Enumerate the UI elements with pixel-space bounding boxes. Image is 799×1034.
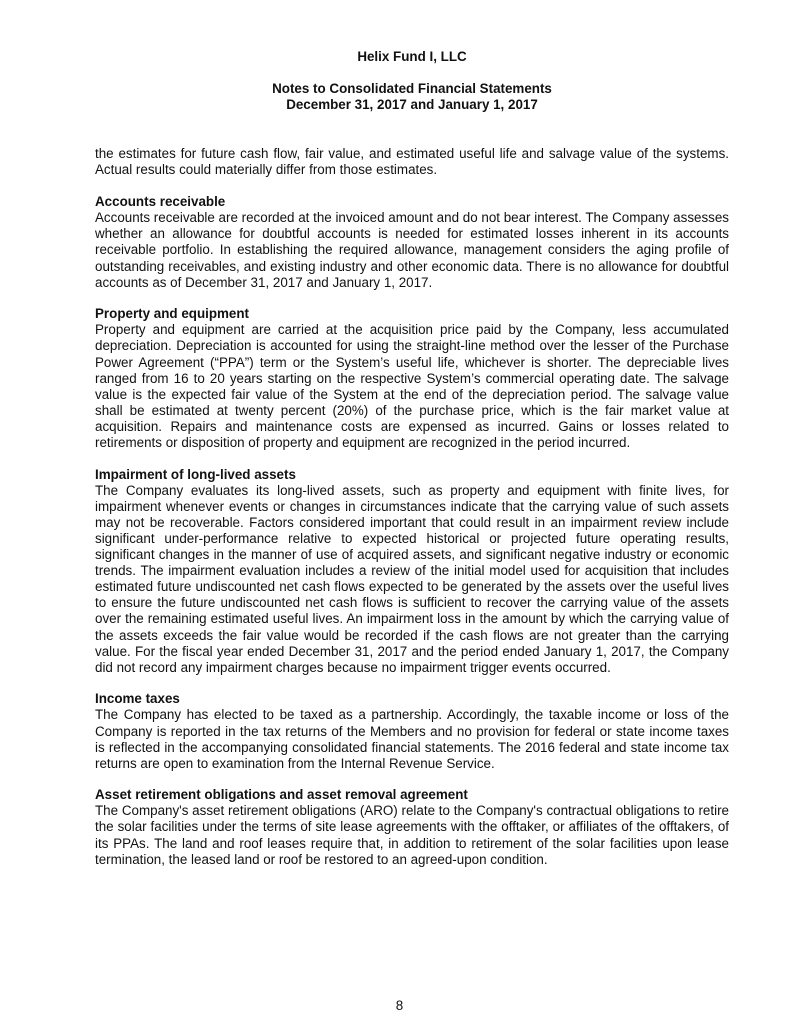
section-asset-retirement [95, 787, 729, 867]
section-body: The Company evaluates its long-lived assets, such as property and equipment with finite lives, for impairment whenever events or changes in circumstances indicate that the carrying value of such assets may not be recoverable. Factors considered important that could result in an impairment review include significant under-performance relative to expected historical or projected future operating results, significant changes in the manner of use of acquired assets, and significant negative industry or economic trends. The impairment evaluation includes a review of the initial model used for acquisition that includes estimated future undiscounted net cash flows expected to be generated by the assets over the useful lives to ensure the future undiscounted net cash flows is sufficient to recover the carrying value of the assets over the remaining estimated useful lives. An impairment loss in the amount by which the carrying value of the assets exceeds the fair value would be recorded if the cash flows are not greater than the carrying value. For the fiscal year ended December 31, 2017 and the period ended January 1, 2017, the Company did not record any impairment charges because no impairment trigger events occurred. [95, 482, 729, 675]
section-body: The Company's asset retirement obligations (ARO) relate to the Company's contractual obligations to retire the solar facilities under the terms of site lease agreements with the offtaker, or affiliates of the offtakers, of its PPAs. The land and roof leases require that, in addition to retirement of the solar facilities upon lease termination, the leased land or roof be restored to an agreed-upon condition. [95, 803, 729, 867]
statement-date: December 31, 2017 and January 1, 2017 [286, 97, 538, 112]
section-heading: Income taxes [95, 691, 180, 707]
section-body: Property and equipment are carried at the acquisition price paid by the Company, less accumulated depreciation. Depreciation is accounted for using the straight-line method over the lesser of the Purchase Power Agreement (“PPA”) term or the System’s useful life, whichever is shorter. The depreciable lives ranged from 16 to 20 years starting on the respective System’s commercial operating date. The salvage value is the expected fair value of the System at the end of the depreciation period. The salvage value shall be estimated at twenty percent (20%) of the purchase price, which is the fair market value at acquisition. Repairs and maintenance costs are expensed as incurred. Gains or losses related to retirements or disposition of property and equipment are recognized in the period incurred. [95, 322, 729, 450]
section-heading: Property and equipment [95, 306, 250, 322]
section-impairment [95, 467, 729, 676]
section-heading: Impairment of long-lived assets [95, 466, 296, 482]
section-heading: Asset retirement obligations and asset removal agreement [95, 787, 468, 803]
section-body: The Company has elected to be taxed as a partnership. Accordingly, the taxable income or loss of the Company is reported in the tax returns of the Members and no provision for federal or state income taxes is reflected in the accompanying consolidated financial statements. The 2016 federal and state income tax returns are open to examination from the Internal Revenue Service. [95, 707, 729, 771]
document-body [95, 146, 729, 883]
page-number: 8 [395, 998, 404, 1013]
intro-paragraph: the estimates for future cash flow, fair value, and estimated useful life and salvage value of the systems. Actual results could materially differ from those estimates. [95, 146, 729, 178]
section-heading: Accounts receivable [95, 194, 226, 210]
company-name: Helix Fund I, LLC [357, 49, 467, 64]
statement-title: Notes to Consolidated Financial Statements [272, 81, 552, 96]
section-body: Accounts receivable are recorded at the invoiced amount and do not bear interest. The Company assesses whether an allowance for doubtful accounts is needed for estimated losses inherent in its accounts receivable portfolio. In establishing the required allowance, management considers the aging profile of outstanding receivables, and existing industry and other economic data. There is no allowance for doubtful accounts as of December 31, 2017 and January 1, 2017. [95, 210, 729, 290]
section-property-and-equipment [95, 306, 729, 451]
section-accounts-receivable [95, 194, 729, 291]
section-income-taxes [95, 691, 729, 771]
